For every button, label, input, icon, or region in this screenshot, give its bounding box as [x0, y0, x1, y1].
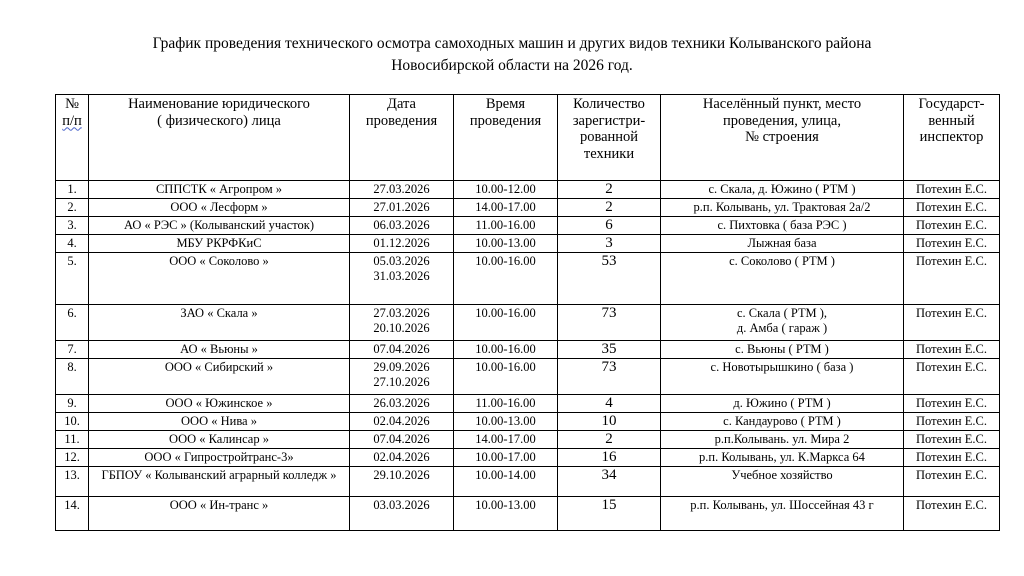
- row-number-cell: 14.: [56, 497, 89, 531]
- inspection-time-cell: 10.00-13.00: [454, 497, 558, 531]
- organization-name-cell: СППСТК « Агропром »: [89, 181, 350, 199]
- inspection-date: 07.04.2026: [373, 342, 430, 356]
- location-line: с. Скала ( РТМ ),: [737, 306, 827, 320]
- table-row: [56, 181, 1000, 199]
- equipment-count-cell: 15: [558, 497, 661, 531]
- inspection-date: 05.03.2026: [373, 254, 430, 268]
- equipment-count-cell: 3: [558, 235, 661, 253]
- table-row: [56, 449, 1000, 467]
- location-cell: [661, 235, 904, 253]
- location-cell: [661, 413, 904, 431]
- inspection-time-cell: 10.00-13.00: [454, 413, 558, 431]
- inspector-cell: Потехин Е.С.: [904, 359, 1000, 395]
- inspection-time-cell: 10.00-16.00: [454, 253, 558, 305]
- inspection-time-cell: 10.00-12.00: [454, 181, 558, 199]
- location-line: Учебное хозяйство: [731, 468, 833, 482]
- inspector-cell: Потехин Е.С.: [904, 449, 1000, 467]
- inspection-date-cell: [350, 305, 454, 341]
- equipment-count-cell: 6: [558, 217, 661, 235]
- row-number-cell: 13.: [56, 467, 89, 497]
- organization-name-cell: ООО « Лесформ »: [89, 199, 350, 217]
- location-cell: [661, 395, 904, 413]
- inspector-cell: Потехин Е.С.: [904, 305, 1000, 341]
- organization-name-cell: АО « Вьюны »: [89, 341, 350, 359]
- inspector-cell: Потехин Е.С.: [904, 395, 1000, 413]
- table-row: [56, 341, 1000, 359]
- location-cell: [661, 497, 904, 531]
- row-number-cell: 8.: [56, 359, 89, 395]
- location-line: с. Вьюны ( РТМ ): [735, 342, 829, 356]
- equipment-count-cell: 35: [558, 341, 661, 359]
- inspection-time-cell: 10.00-13.00: [454, 235, 558, 253]
- header-date: Дата проведения: [350, 95, 454, 181]
- inspection-date: 07.04.2026: [373, 432, 430, 446]
- row-number-cell: 12.: [56, 449, 89, 467]
- inspection-date: 31.03.2026: [373, 269, 430, 283]
- inspection-time-cell: 14.00-17.00: [454, 199, 558, 217]
- equipment-count-cell: 73: [558, 305, 661, 341]
- inspector-cell: Потехин Е.С.: [904, 413, 1000, 431]
- equipment-count-cell: 34: [558, 467, 661, 497]
- inspection-date-cell: [350, 341, 454, 359]
- inspection-date: 02.04.2026: [373, 450, 430, 464]
- table-row: [56, 199, 1000, 217]
- location-line: р.п.Колывань. ул. Мира 2: [714, 432, 850, 446]
- table-row: [56, 359, 1000, 395]
- location-cell: [661, 431, 904, 449]
- location-line: с. Скала, д. Южино ( РТМ ): [708, 182, 856, 196]
- inspection-date-cell: [350, 359, 454, 395]
- location-cell: [661, 467, 904, 497]
- inspector-cell: Потехин Е.С.: [904, 341, 1000, 359]
- inspection-date: 29.09.2026: [373, 360, 430, 374]
- inspection-date: 02.04.2026: [373, 414, 430, 428]
- table-row: [56, 497, 1000, 531]
- location-cell: [661, 359, 904, 395]
- table-header-row: [56, 95, 1000, 181]
- inspection-date-cell: [350, 235, 454, 253]
- inspection-date: 27.01.2026: [373, 200, 430, 214]
- inspection-date-cell: [350, 431, 454, 449]
- organization-name-cell: ООО « Соколово »: [89, 253, 350, 305]
- inspection-date-cell: [350, 413, 454, 431]
- equipment-count-cell: 2: [558, 431, 661, 449]
- equipment-count-cell: 16: [558, 449, 661, 467]
- inspector-cell: Потехин Е.С.: [904, 235, 1000, 253]
- row-number-cell: 7.: [56, 341, 89, 359]
- inspector-cell: Потехин Е.С.: [904, 217, 1000, 235]
- inspection-date-cell: [350, 449, 454, 467]
- location-cell: [661, 199, 904, 217]
- organization-name-cell: ООО « Сибирский »: [89, 359, 350, 395]
- table-row: [56, 217, 1000, 235]
- row-number-cell: 11.: [56, 431, 89, 449]
- inspection-time-cell: 14.00-17.00: [454, 431, 558, 449]
- inspection-time-cell: 11.00-16.00: [454, 395, 558, 413]
- table-row: [56, 395, 1000, 413]
- inspection-date-cell: [350, 217, 454, 235]
- location-cell: [661, 181, 904, 199]
- inspector-cell: Потехин Е.С.: [904, 497, 1000, 531]
- equipment-count-cell: 73: [558, 359, 661, 395]
- title-line-1: График проведения технического осмотра самоходных машин и других видов техники Колыванского района: [152, 35, 872, 52]
- location-line: д. Южино ( РТМ ): [733, 396, 831, 410]
- header-count: Количество зарегистри- рованной техники: [558, 95, 661, 181]
- row-number-cell: 2.: [56, 199, 89, 217]
- location-line: р.п. Колывань, ул. К.Маркса 64: [699, 450, 865, 464]
- inspector-cell: Потехин Е.С.: [904, 467, 1000, 497]
- inspector-cell: Потехин Е.С.: [904, 199, 1000, 217]
- organization-name-cell: ООО « Ин-транс »: [89, 497, 350, 531]
- row-number-cell: 10.: [56, 413, 89, 431]
- location-line: р.п. Колывань, ул. Трактовая 2а/2: [693, 200, 871, 214]
- row-number-cell: 6.: [56, 305, 89, 341]
- equipment-count-cell: 53: [558, 253, 661, 305]
- row-number-cell: 4.: [56, 235, 89, 253]
- inspection-date-cell: [350, 395, 454, 413]
- table-row: [56, 467, 1000, 497]
- inspection-date: 26.03.2026: [373, 396, 430, 410]
- inspection-time-cell: 10.00-16.00: [454, 359, 558, 395]
- location-cell: [661, 253, 904, 305]
- inspection-date-cell: [350, 181, 454, 199]
- inspection-time-cell: 10.00-14.00: [454, 467, 558, 497]
- inspection-date: 03.03.2026: [373, 498, 430, 512]
- organization-name-cell: ООО « Калинсар »: [89, 431, 350, 449]
- row-number-cell: 3.: [56, 217, 89, 235]
- organization-name-cell: ООО « Гипростройтранс-3»: [89, 449, 350, 467]
- location-cell: [661, 341, 904, 359]
- location-line: д. Амба ( гараж ): [736, 321, 828, 335]
- row-number-cell: 1.: [56, 181, 89, 199]
- equipment-count-cell: 10: [558, 413, 661, 431]
- inspection-date: 27.03.2026: [373, 182, 430, 196]
- table-row: [56, 305, 1000, 341]
- row-number-cell: 5.: [56, 253, 89, 305]
- location-cell: [661, 449, 904, 467]
- organization-name-cell: ГБПОУ « Колыванский аграрный колледж »: [89, 467, 350, 497]
- location-line: с. Кандаурово ( РТМ ): [723, 414, 841, 428]
- inspection-date: 20.10.2026: [373, 321, 430, 335]
- table-row: [56, 413, 1000, 431]
- organization-name-cell: МБУ РКРФКиС: [89, 235, 350, 253]
- inspection-time-cell: 10.00-16.00: [454, 341, 558, 359]
- inspector-cell: Потехин Е.С.: [904, 431, 1000, 449]
- organization-name-cell: ООО « Южинское »: [89, 395, 350, 413]
- location-line: Лыжная база: [747, 236, 817, 250]
- header-name: Наименование юридического ( физического) лица: [89, 95, 350, 181]
- inspection-date-cell: [350, 467, 454, 497]
- row-number-cell: 9.: [56, 395, 89, 413]
- location-line: р.п. Колывань, ул. Шоссейная 43 г: [690, 498, 874, 512]
- header-place: Населённый пункт, место проведения, улица, № строения: [661, 95, 904, 181]
- inspection-date-cell: [350, 199, 454, 217]
- location-line: с. Пихтовка ( база РЭС ): [717, 218, 847, 232]
- organization-name-cell: ООО « Нива »: [89, 413, 350, 431]
- location-cell: [661, 305, 904, 341]
- header-time: Время проведения: [454, 95, 558, 181]
- organization-name-cell: ЗАО « Скала »: [89, 305, 350, 341]
- title-line-2: Новосибирской области на 2026 год.: [391, 57, 633, 74]
- equipment-count-cell: 2: [558, 181, 661, 199]
- inspector-cell: Потехин Е.С.: [904, 253, 1000, 305]
- equipment-count-cell: 2: [558, 199, 661, 217]
- inspector-cell: Потехин Е.С.: [904, 181, 1000, 199]
- header-num: № п/п: [56, 95, 89, 181]
- header-inspector: Государст- венный инспектор: [904, 95, 1000, 181]
- inspection-date: 27.03.2026: [373, 306, 430, 320]
- document-title: [40, 33, 984, 77]
- table-row: [56, 253, 1000, 305]
- inspection-date-cell: [350, 253, 454, 305]
- inspection-date: 01.12.2026: [373, 236, 430, 250]
- inspection-schedule-table: [55, 94, 1000, 531]
- table-row: [56, 235, 1000, 253]
- equipment-count-cell: 4: [558, 395, 661, 413]
- location-line: с. Соколово ( РТМ ): [729, 254, 835, 268]
- inspection-time-cell: 10.00-16.00: [454, 305, 558, 341]
- location-cell: [661, 217, 904, 235]
- inspection-date: 06.03.2026: [373, 218, 430, 232]
- location-line: с. Новотырышкино ( база ): [710, 360, 854, 374]
- inspection-time-cell: 10.00-17.00: [454, 449, 558, 467]
- inspection-time-cell: 11.00-16.00: [454, 217, 558, 235]
- inspection-date: 29.10.2026: [373, 468, 430, 482]
- table-row: [56, 431, 1000, 449]
- inspection-date-cell: [350, 497, 454, 531]
- inspection-date: 27.10.2026: [373, 375, 430, 389]
- organization-name-cell: АО « РЭС » (Колыванский участок): [89, 217, 350, 235]
